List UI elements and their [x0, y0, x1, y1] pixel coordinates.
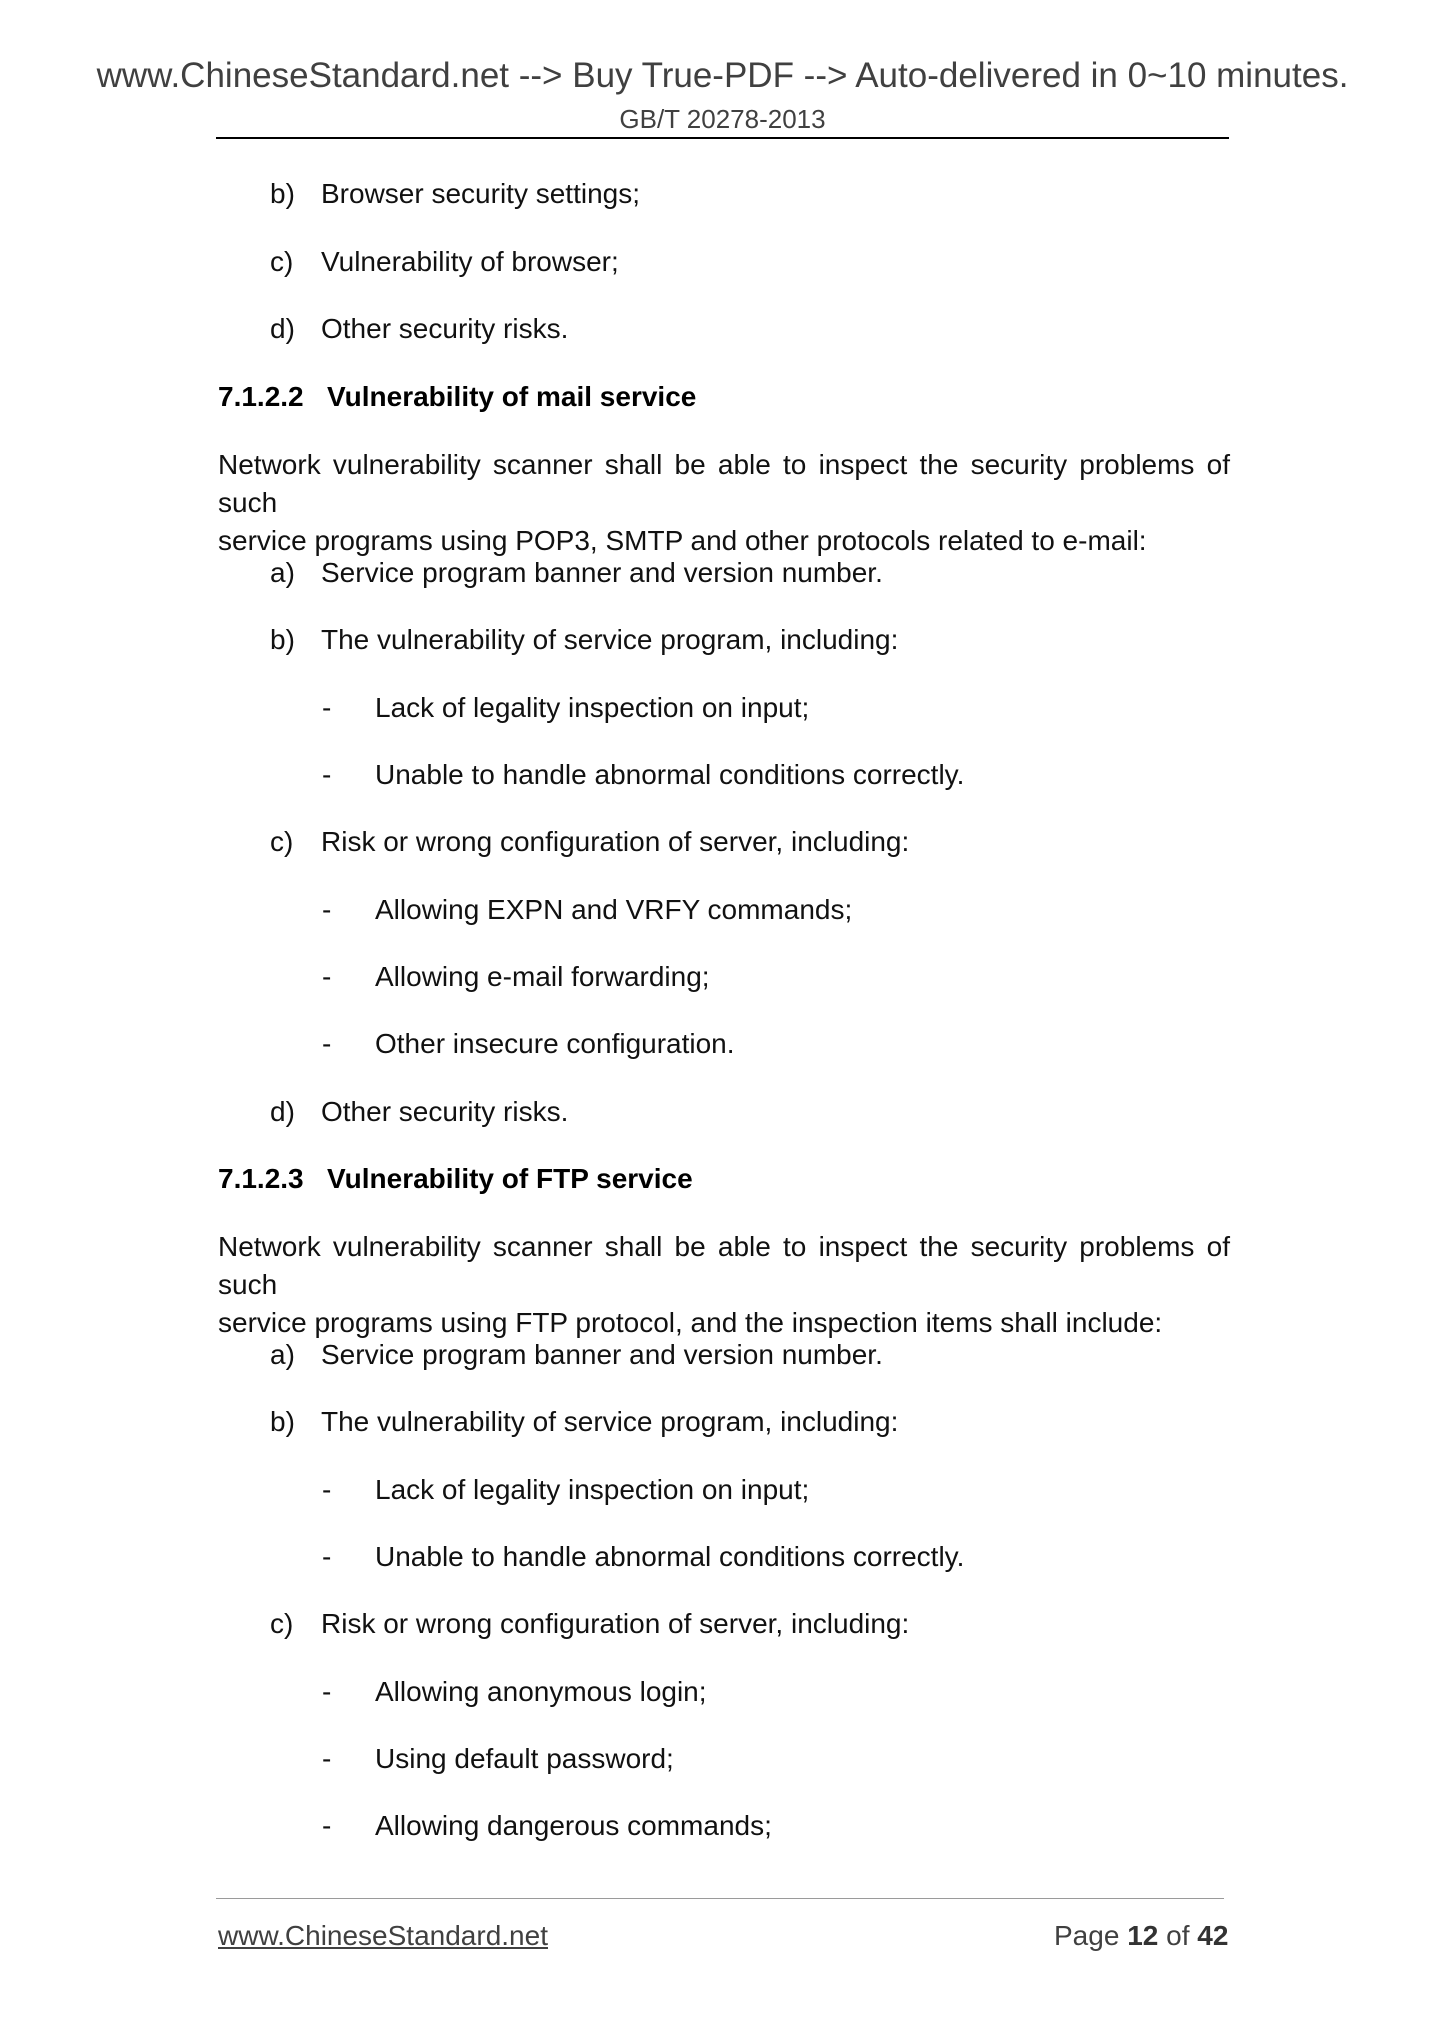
dash-marker: - [322, 1743, 332, 1774]
sub-list-item-text: Lack of legality inspection on input; [375, 692, 810, 723]
dash-marker: - [322, 692, 332, 723]
section-heading [218, 381, 696, 413]
list-item-text: Service program banner and version number. [321, 1339, 883, 1370]
footer-site-link[interactable]: www.ChineseStandard.net [218, 1920, 548, 1951]
sub-list-item-text: Allowing e-mail forwarding; [375, 961, 710, 992]
section-title: Vulnerability of mail service [327, 381, 697, 412]
sub-list-item-text: Allowing anonymous login; [375, 1676, 707, 1707]
site-banner: www.ChineseStandard.net --> Buy True-PDF --> Auto-delivered in 0~10 minutes. [96, 56, 1349, 95]
dash-marker: - [322, 1474, 332, 1505]
list-item-label: c) [270, 826, 294, 857]
section-number: 7.1.2.3 [218, 1163, 304, 1194]
sub-list-item-text: Using default password; [375, 1743, 674, 1774]
list-item-label: b) [270, 1406, 295, 1437]
list-item-label: c) [270, 246, 294, 277]
list-item-text: Service program banner and version number. [321, 557, 883, 588]
dash-marker: - [322, 894, 332, 925]
list-item-text: Risk or wrong configuration of server, including: [321, 1608, 910, 1639]
list-item-text: Risk or wrong configuration of server, including: [321, 826, 910, 857]
list-item-label: a) [270, 557, 295, 588]
list-item-label: b) [270, 178, 295, 209]
section-heading [218, 1163, 693, 1195]
list-item-label: d) [270, 313, 295, 344]
intro-line: Network vulnerability scanner shall be able to inspect the security problems of such [218, 1231, 1230, 1300]
list-item-label: b) [270, 624, 295, 655]
list-item-text: Other security risks. [321, 1096, 569, 1127]
dash-marker: - [322, 1028, 332, 1059]
page-prefix: Page [1054, 1920, 1120, 1951]
dash-marker: - [322, 1676, 332, 1707]
list-item-text: The vulnerability of service program, including: [321, 1406, 899, 1437]
intro-line: service programs using FTP protocol, and the inspection items shall include: [218, 1307, 1163, 1338]
intro-line: Network vulnerability scanner shall be able to inspect the security problems of such [218, 449, 1230, 518]
sub-list-item-text: Unable to handle abnormal conditions correctly. [375, 1541, 965, 1572]
list-item-text: Vulnerability of browser; [321, 246, 619, 277]
intro-line: service programs using POP3, SMTP and other protocols related to e-mail: [218, 525, 1147, 556]
sub-list-item-text: Unable to handle abnormal conditions correctly. [375, 759, 965, 790]
page-total: 42 [1197, 1920, 1229, 1951]
list-item-label: c) [270, 1608, 294, 1639]
footer-divider [216, 1898, 1224, 1899]
sub-list-item-text: Allowing dangerous commands; [375, 1810, 772, 1841]
section-intro [218, 446, 1230, 560]
section-title: Vulnerability of FTP service [327, 1163, 693, 1194]
list-item-text: Other security risks. [321, 313, 569, 344]
list-item-text: Browser security settings; [321, 178, 640, 209]
header-divider [216, 137, 1229, 139]
list-item-label: a) [270, 1339, 295, 1370]
page-indicator [1054, 1920, 1228, 1952]
dash-marker: - [322, 1810, 332, 1841]
list-item-label: d) [270, 1096, 295, 1127]
standard-id: GB/T 20278-2013 [619, 104, 826, 134]
list-item-text: The vulnerability of service program, including: [321, 624, 899, 655]
sub-list-item-text: Allowing EXPN and VRFY commands; [375, 894, 853, 925]
dash-marker: - [322, 759, 332, 790]
dash-marker: - [322, 1541, 332, 1572]
sub-list-item-text: Lack of legality inspection on input; [375, 1474, 810, 1505]
dash-marker: - [322, 961, 332, 992]
section-intro [218, 1228, 1230, 1342]
page-current: 12 [1127, 1920, 1159, 1951]
page-of: of [1166, 1920, 1190, 1951]
sub-list-item-text: Other insecure configuration. [375, 1028, 735, 1059]
section-number: 7.1.2.2 [218, 381, 304, 412]
